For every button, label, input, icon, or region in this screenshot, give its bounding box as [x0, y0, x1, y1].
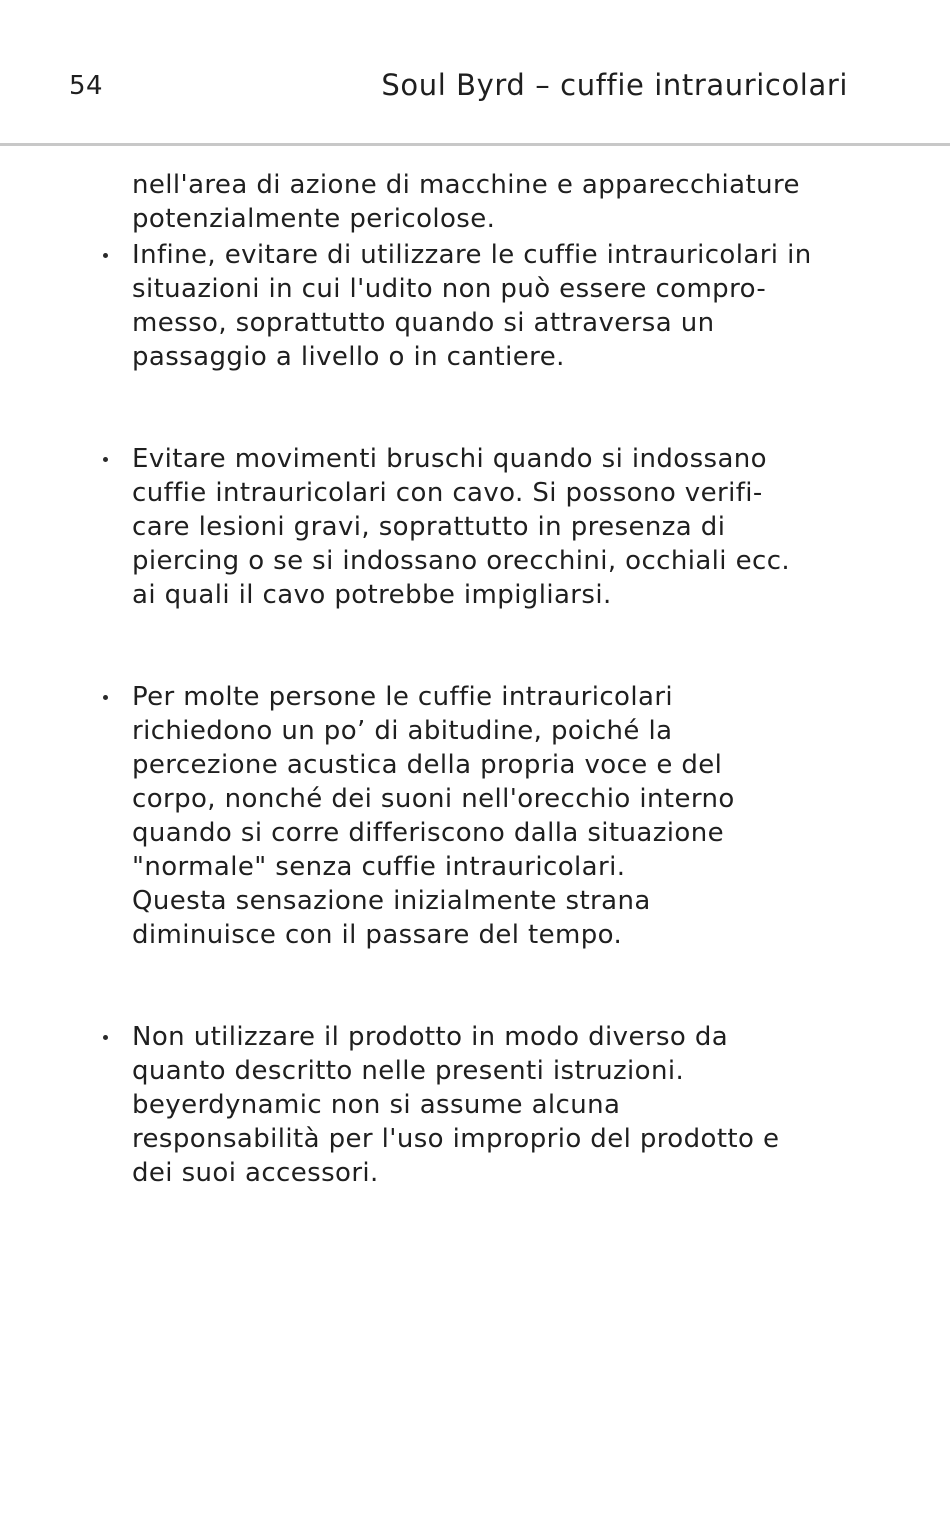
text-line: passaggio a livello o in cantiere.: [132, 342, 565, 372]
bullet-icon: [101, 238, 109, 272]
text-line: ai quali il cavo potrebbe impigliarsi.: [132, 580, 612, 610]
text-line: nell'area di azione di macchine e apparecchiature: [132, 170, 800, 200]
page-number: 54: [69, 71, 104, 101]
text-line: Non utilizzare il prodotto in modo diverso da: [132, 1022, 729, 1052]
text-line: cuffie intrauricolari con cavo. Si possono verifi-: [132, 478, 763, 508]
text-line: quanto descritto nelle presenti istruzioni.: [132, 1056, 685, 1086]
text-line: situazioni in cui l'udito non può essere compro-: [132, 274, 767, 304]
text-line: diminuisce con il passare del tempo.: [132, 920, 623, 950]
text-line: quando si corre differiscono dalla situazione: [132, 818, 724, 848]
bullet-icon: [101, 442, 109, 476]
text-line: Infine, evitare di utilizzare le cuffie intrauricolari in: [132, 240, 812, 270]
text-line: percezione acustica della propria voce e del: [132, 750, 723, 780]
text-line: piercing o se si indossano orecchini, occhiali ecc.: [132, 546, 791, 576]
running-title: Soul Byrd – cuffie intrauricolari: [381, 68, 848, 102]
text-line: "normale" senza cuffie intrauricolari.: [132, 852, 626, 882]
text-line: messo, soprattutto quando si attraversa un: [132, 308, 715, 338]
text-line: beyerdynamic non si assume alcuna: [132, 1090, 621, 1120]
text-line: dei suoi accessori.: [132, 1158, 379, 1188]
text-line: Questa sensazione inizialmente strana: [132, 886, 651, 916]
text-line: potenzialmente pericolose.: [132, 204, 496, 234]
bullet-icon: [101, 1020, 109, 1054]
text-line: Per molte persone le cuffie intrauricolari: [132, 682, 674, 712]
text-line: care lesioni gravi, soprattutto in presenza di: [132, 512, 726, 542]
text-line: responsabilità per l'uso improprio del prodotto e: [132, 1124, 780, 1154]
text-line: corpo, nonché dei suoni nell'orecchio interno: [132, 784, 735, 814]
text-line: richiedono un po’ di abitudine, poiché la: [132, 716, 673, 746]
bullet-icon: [101, 680, 109, 714]
page-header: [0, 0, 950, 146]
text-line: Evitare movimenti bruschi quando si indossano: [132, 444, 767, 474]
